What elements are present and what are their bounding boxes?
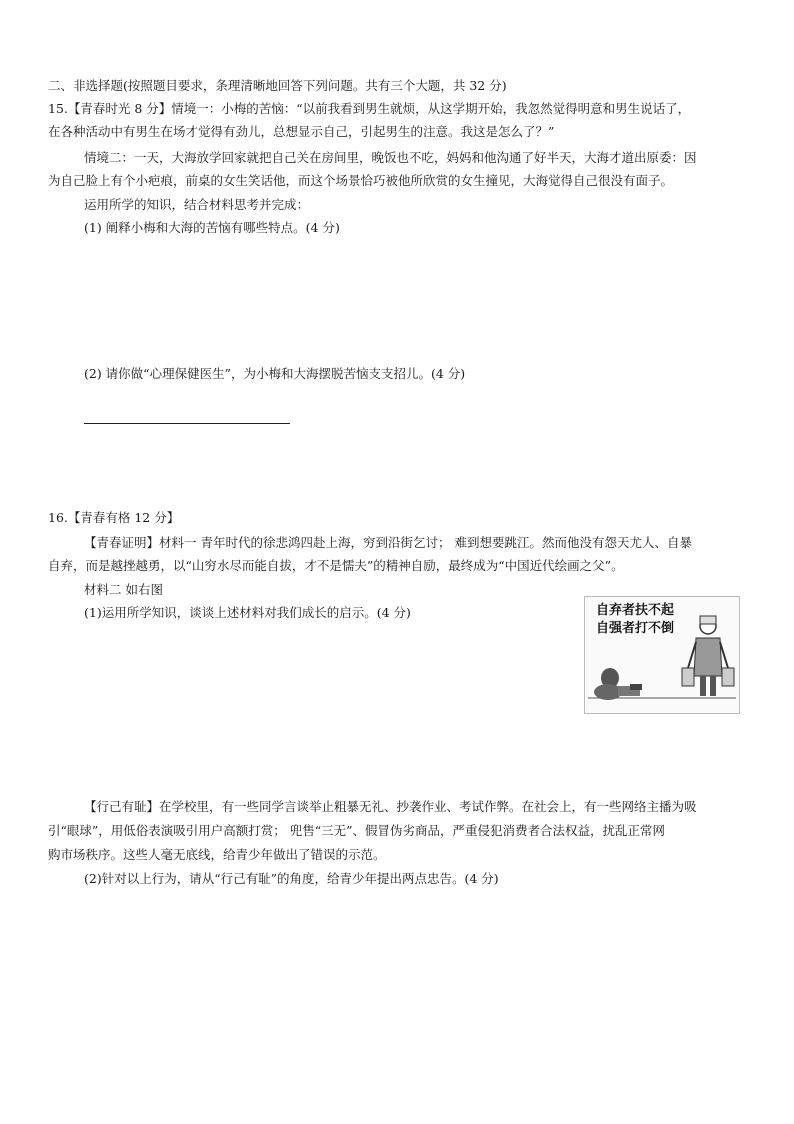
cartoon-caption-2: 自强者打不倒 xyxy=(596,621,675,636)
q16-subquestion-2: (2)针对以上行为，请从“行己有耻”的角度，给青少年提出两点忠告。(4 分) xyxy=(84,871,499,886)
q16-material2-label: 材料二 如右图 xyxy=(84,582,163,597)
cartoon-illustration xyxy=(584,596,740,714)
q16-title: 16.【青春有格 12 分】 xyxy=(48,510,180,525)
q16-material1-line1: 【青春证明】材料一 青年时代的徐悲鸿四赴上海，穷到沿街乞讨； 难到想要跳江。然而他没有怨天尤人、自暴 xyxy=(84,535,692,550)
q16-para2-line2: 引“眼球”，用低俗表演吸引用户高额打赏； 兜售“三无”、假冒伪劣商品，严重侵犯消费者合法权益，扰乱正常网 xyxy=(48,823,666,838)
q16-material1-line2: 自弃，而是越挫越勇，以“山穷水尽而能自拔，才不是懦夫”的精神自励，最终成为“中国近代绘画之父”。 xyxy=(48,558,624,573)
q15-line2: 在各种活动中有男生在场才觉得有劲儿，总想显示自己，引起男生的注意。我这是怎么了？” xyxy=(48,124,555,139)
answer-line xyxy=(84,423,290,424)
q15-subquestion-1: (1) 阐释小梅和大海的苦恼有哪些特点。(4 分) xyxy=(84,220,340,235)
q16-para2-line3: 购市场秩序。这些人毫无底线，给青少年做出了错误的示范。 xyxy=(48,847,386,862)
q16-para2-line1: 【行己有耻】在学校里，有一些同学言谈举止粗暴无礼、抄袭作业、考试作弊。在社会上，有一些网络主播为吸 xyxy=(84,799,697,814)
q15-line5: 运用所学的知识，结合材料思考并完成： xyxy=(84,197,310,212)
cartoon-image xyxy=(584,596,740,714)
cartoon-caption-1: 自弃者扶不起 xyxy=(596,603,675,618)
section-header: 二、非选择题(按照题目要求，条理清晰地回答下列问题。共有三个大题，共 32 分) xyxy=(48,78,507,93)
q15-subquestion-2: (2) 请你做“心理保健医生”，为小梅和大海摆脱苦恼支支招儿。(4 分) xyxy=(84,366,466,381)
q15-line1: 15.【青春时光 8 分】情境一：小梅的苦恼：“以前我看到男生就烦，从这学期开始，我忽然觉得明意和男生说话了， xyxy=(48,101,691,116)
q15-line4: 为自己脸上有个小疤痕，前桌的女生笑话他，而这个场景恰巧被他所欣赏的女生撞见，大海觉得自己很没有面子。 xyxy=(48,173,674,188)
q16-subquestion-1: (1)运用所学知识，谈谈上述材料对我们成长的启示。(4 分) xyxy=(84,605,411,620)
q15-line3: 情境二：一天，大海放学回家就把自己关在房间里，晚饭也不吃，妈妈和他沟通了好半天，大海才道出原委：因 xyxy=(84,150,697,165)
